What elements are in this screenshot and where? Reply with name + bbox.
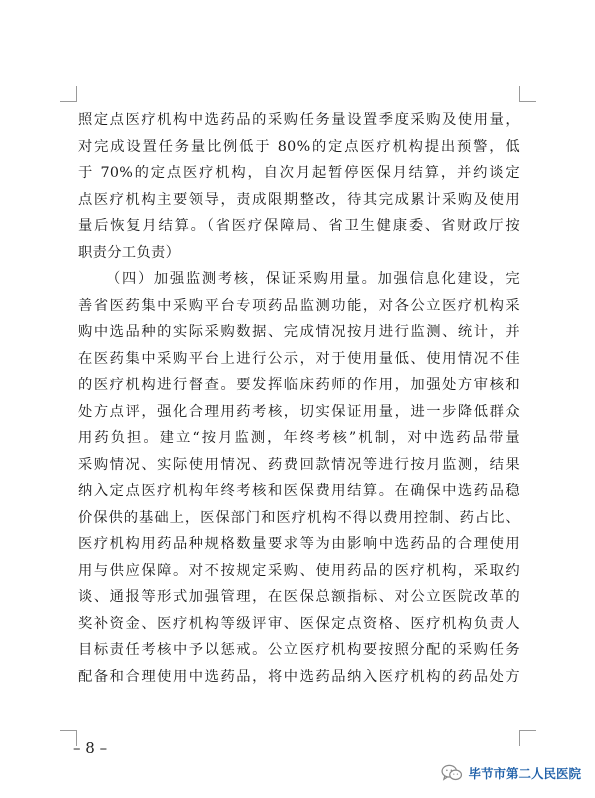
- crop-mark-bottom-right: [519, 730, 520, 746]
- crop-mark-bottom-left: [60, 730, 77, 731]
- crop-mark-top-right: [519, 101, 536, 102]
- crop-mark-top-left: [76, 86, 77, 102]
- watermark: [441, 764, 581, 782]
- crop-mark-top-right: [519, 86, 520, 102]
- crop-mark-bottom-right: [519, 730, 536, 731]
- text-line: 纳入定点医疗机构年终考核和医保费用结算。在确保中选药品稳: [78, 483, 520, 499]
- text-line: 于 70%的定点医疗机构，自次月起暂停医保月结算，并约谈定: [78, 165, 520, 181]
- page-number: – 8 –: [73, 739, 108, 757]
- text-line: 对完成设置任务量比例低于 80%的定点医疗机构提出预警，低: [78, 138, 520, 155]
- text-line: 配备和合理使用中选药品，将中选药品纳入医疗机构的药品处方: [78, 668, 520, 685]
- text-line: 照定点医疗机构中选药品的采购任务量设置季度采购及使用量，: [78, 112, 520, 128]
- text-line: （四）加强监测考核，保证采购用量。加强信息化建设，完: [106, 271, 520, 287]
- text-line: 奖补资金、医疗机构等级评审、医保定点资格、医疗机构负责人: [78, 615, 520, 632]
- text-line: 谈、通报等形式加强管理，在医保总额指标、对公立医院改革的: [78, 589, 520, 605]
- text-line: 用与供应保障。对不按规定采购、使用药品的医疗机构，采取约: [78, 562, 520, 579]
- crop-mark-top-left: [60, 101, 77, 102]
- text-line: 用药负担。建立“按月监测，年终考核”机制，对中选药品带量: [78, 430, 520, 446]
- text-line: 量后恢复月结算。（省医疗保障局、省卫生健康委、省财政厅按: [78, 218, 520, 234]
- watermark-text: 毕节市第二人民医院: [468, 766, 581, 781]
- text-line: 目标责任考核中予以惩戒。公立医疗机构要按照分配的采购任务: [78, 642, 520, 658]
- document-body: [78, 107, 520, 690]
- text-line: 采购情况、实际使用情况、药费回款情况等进行按月监测，结果: [78, 456, 520, 473]
- text-line: 在医药集中采购平台上进行公示，对于使用量低、使用情况不佳: [78, 350, 520, 367]
- text-line: 购中选品种的实际采购数据、完成情况按月进行监测、统计，并: [78, 324, 520, 340]
- text-line: 职责分工负责）: [78, 244, 181, 261]
- text-line: 处方点评，强化合理用药考核，切实保证用量，进一步降低群众: [78, 403, 520, 420]
- text-line: 善省医药集中采购平台专项药品监测功能，对各公立医疗机构采: [78, 297, 520, 314]
- wechat-icon: [441, 764, 463, 782]
- text-line: 点医疗机构主要领导，责成限期整改，待其完成累计采购及使用: [78, 191, 520, 208]
- text-line: 的医疗机构进行督查。要发挥临床药师的作用，加强处方审核和: [78, 377, 520, 393]
- text-line: 医疗机构用药品种规格数量要求等为由影响中选药品的合理使用: [78, 536, 520, 552]
- text-line: 价保供的基础上，医保部门和医疗机构不得以费用控制、药占比、: [78, 509, 520, 526]
